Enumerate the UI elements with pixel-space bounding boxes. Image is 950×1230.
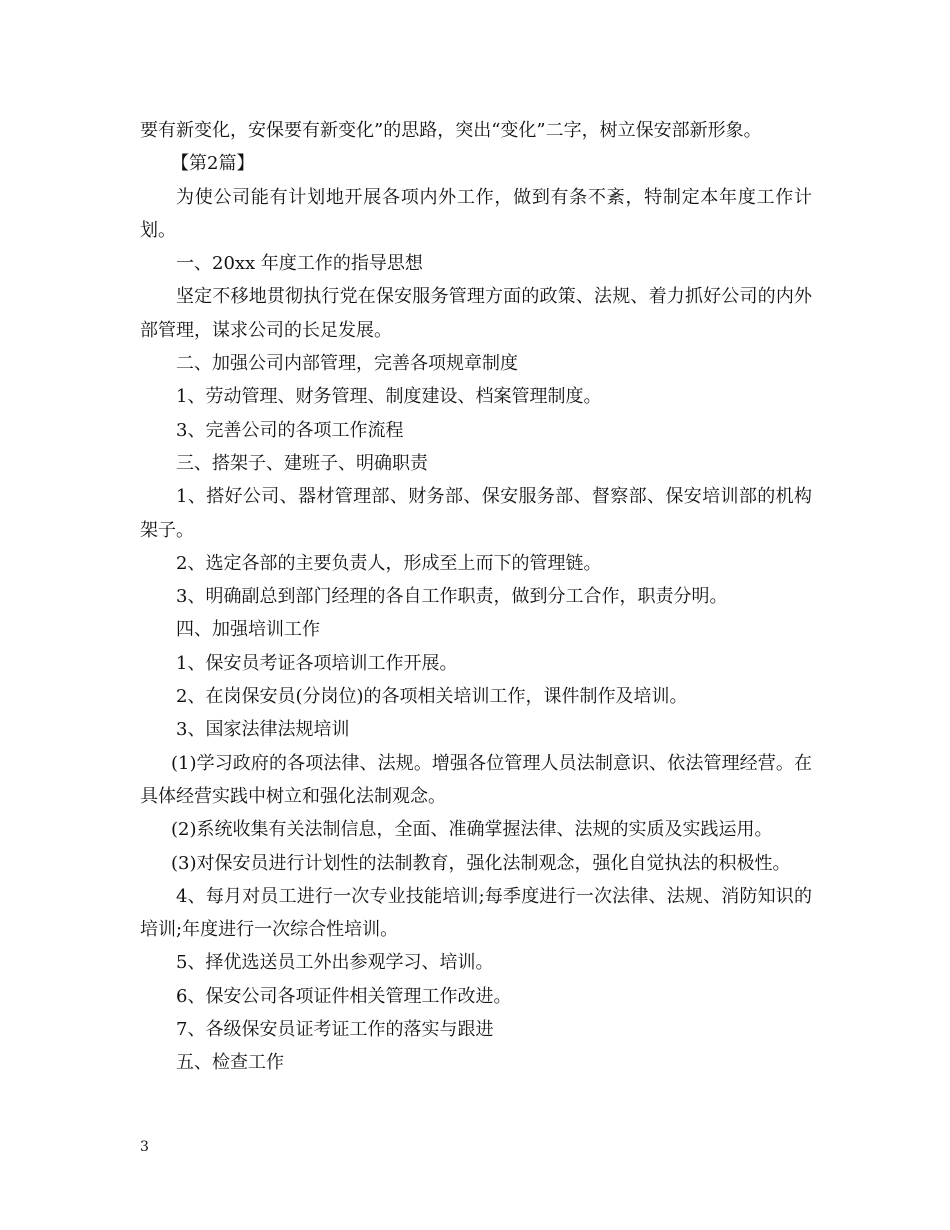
- paragraph: (2)系统收集有关法制信息，全面、准确掌握法律、法规的实质及实践运用。: [171, 819, 773, 841]
- paragraph: 坚定不移地贯彻执行党在保安服务管理方面的政策、法规、着力抓好公司的内外部管理，谋求公司的长足发展。: [140, 286, 812, 341]
- paragraph: 五、检查工作: [176, 1052, 284, 1074]
- paragraph: (1)学习政府的各项法律、法规。增强各位管理人员法制意识、依法管理经营。在具体经营实践中树立和强化法制观念。: [140, 752, 812, 807]
- paragraph: 2、选定各部的主要负责人，形成至上而下的管理链。: [176, 552, 602, 574]
- paragraph: 三、搭架子、建班子、明确职责: [176, 452, 428, 474]
- paragraph: 3、完善公司的各项工作流程: [176, 419, 404, 441]
- paragraph: 7、各级保安员证考证工作的落实与跟进: [176, 1019, 494, 1041]
- paragraph: 3、国家法律法规培训: [176, 719, 350, 741]
- document-body: [140, 114, 812, 1080]
- paragraph: 要有新变化，安保要有新变化”的思路，突出“变化”二字，树立保安部新形象。: [140, 120, 762, 141]
- paragraph: 为使公司能有计划地开展各项内外工作，做到有条不紊，特制定本年度工作计划。: [140, 186, 812, 241]
- paragraph: 1、劳动管理、财务管理、制度建设、档案管理制度。: [176, 386, 602, 408]
- paragraph: 二、加强公司内部管理，完善各项规章制度: [176, 353, 518, 375]
- paragraph: 2、在岗保安员(分岗位)的各项相关培训工作，课件制作及培训。: [176, 686, 688, 708]
- paragraph: 3、明确副总到部门经理的各自工作职责，做到分工合作，职责分明。: [176, 586, 728, 608]
- paragraph: (3)对保安员进行计划性的法制教育，强化法制观念，强化自觉执法的积极性。: [171, 852, 791, 874]
- paragraph: 一、20xx 年度工作的指导思想: [176, 253, 423, 275]
- paragraph: 【第2篇】: [171, 153, 255, 175]
- page-number: 3: [140, 1139, 149, 1155]
- paragraph: 四、加强培训工作: [176, 619, 320, 641]
- paragraph: 1、保安员考证各项培训工作开展。: [176, 652, 458, 674]
- paragraph: 4、每月对员工进行一次专业技能培训;每季度进行一次法律、法规、消防知识的培训;年度进行一次综合性培训。: [140, 885, 812, 941]
- paragraph: 6、保安公司各项证件相关管理工作改进。: [176, 985, 512, 1007]
- paragraph: 5、择优选送员工外出参观学习、培训。: [176, 952, 494, 974]
- paragraph: 1、搭好公司、器材管理部、财务部、保安服务部、督察部、保安培训部的机构架子。: [140, 486, 812, 541]
